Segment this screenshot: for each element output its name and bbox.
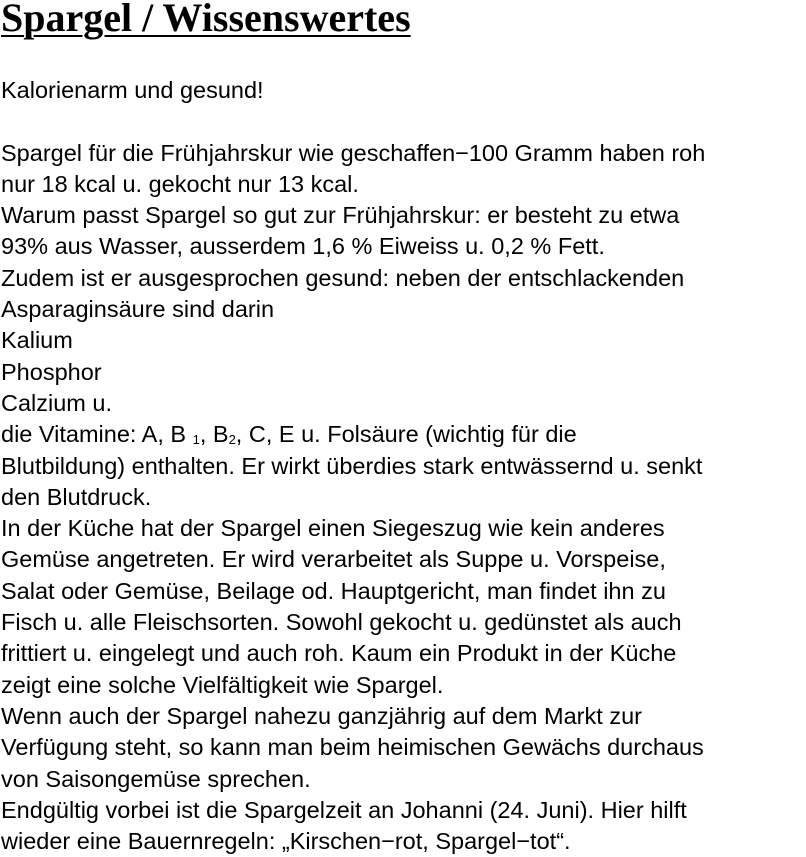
vitamin-line xyxy=(1,419,806,450)
text-line: den Blutdruck. xyxy=(1,483,152,510)
text-line: Asparaginsäure sind darin xyxy=(1,296,275,323)
vitamin-suffix: , C, E u. Folsäure (wichtig für die xyxy=(235,421,577,448)
blank-line xyxy=(1,106,806,137)
text-line: Zudem ist er ausgesprochen gesund: neben der entschlackenden xyxy=(1,264,685,291)
vitamin-middle: , B xyxy=(199,421,229,448)
text-line: Warum passt Spargel so gut zur Frühjahrskur: er besteht zu etwa xyxy=(1,202,680,229)
text-line: nur 18 kcal u. gekocht nur 13 kcal. xyxy=(1,170,359,197)
text-line: Gemüse angetreten. Er wird verarbeitet als Suppe u. Vorspeise, xyxy=(1,546,666,573)
subtitle-line: Kalorienarm und gesund! xyxy=(1,77,264,103)
document-title: Spargel / Wissenswertes xyxy=(1,0,411,40)
mineral-list-item: Kalium xyxy=(1,327,73,354)
text-line: Verfügung steht, so kann man beim heimischen Gewächs durchaus xyxy=(1,734,704,761)
text-line: Wenn auch der Spargel nahezu ganzjährig auf dem Markt zur xyxy=(1,702,642,729)
vitamin-prefix: die Vitamine: A, B xyxy=(1,421,193,448)
text-line: In der Küche hat der Spargel einen Siegeszug wie kein anderes xyxy=(1,515,665,542)
text-line: Blutbildung) enthalten. Er wirkt überdies stark entwässernd u. senkt xyxy=(1,452,703,479)
text-line: Spargel für die Frühjahrskur wie geschaffen−100 Gramm haben roh xyxy=(1,139,706,166)
mineral-list-item: Phosphor xyxy=(1,358,102,385)
text-line: wieder eine Bauernregeln: „Kirschen−rot, Spargel−tot“. xyxy=(1,828,571,855)
vitamin-subscript-1: 1 xyxy=(192,432,200,448)
mineral-list-item: Calzium u. xyxy=(1,389,113,416)
vitamin-subscript-2: 2 xyxy=(228,432,236,448)
text-line: Endgültig vorbei ist die Spargelzeit an Johanni (24. Juni). Hier hilft xyxy=(1,796,687,823)
text-line: von Saisongemüse sprechen. xyxy=(1,765,311,792)
text-line: Salat oder Gemüse, Beilage od. Hauptgericht, man findet ihn zu xyxy=(1,577,666,604)
text-line: frittiert u. eingelegt und auch roh. Kaum ein Produkt in der Küche xyxy=(1,640,677,667)
text-line: zeigt eine solche Vielfältigkeit wie Spargel. xyxy=(1,671,444,698)
document-body xyxy=(1,75,806,857)
text-line: Fisch u. alle Fleischsorten. Sowohl gekocht u. gedünstet als auch xyxy=(1,609,682,636)
text-line: 93% aus Wasser, ausserdem 1,6 % Eiweiss u. 0,2 % Fett. xyxy=(1,233,605,260)
